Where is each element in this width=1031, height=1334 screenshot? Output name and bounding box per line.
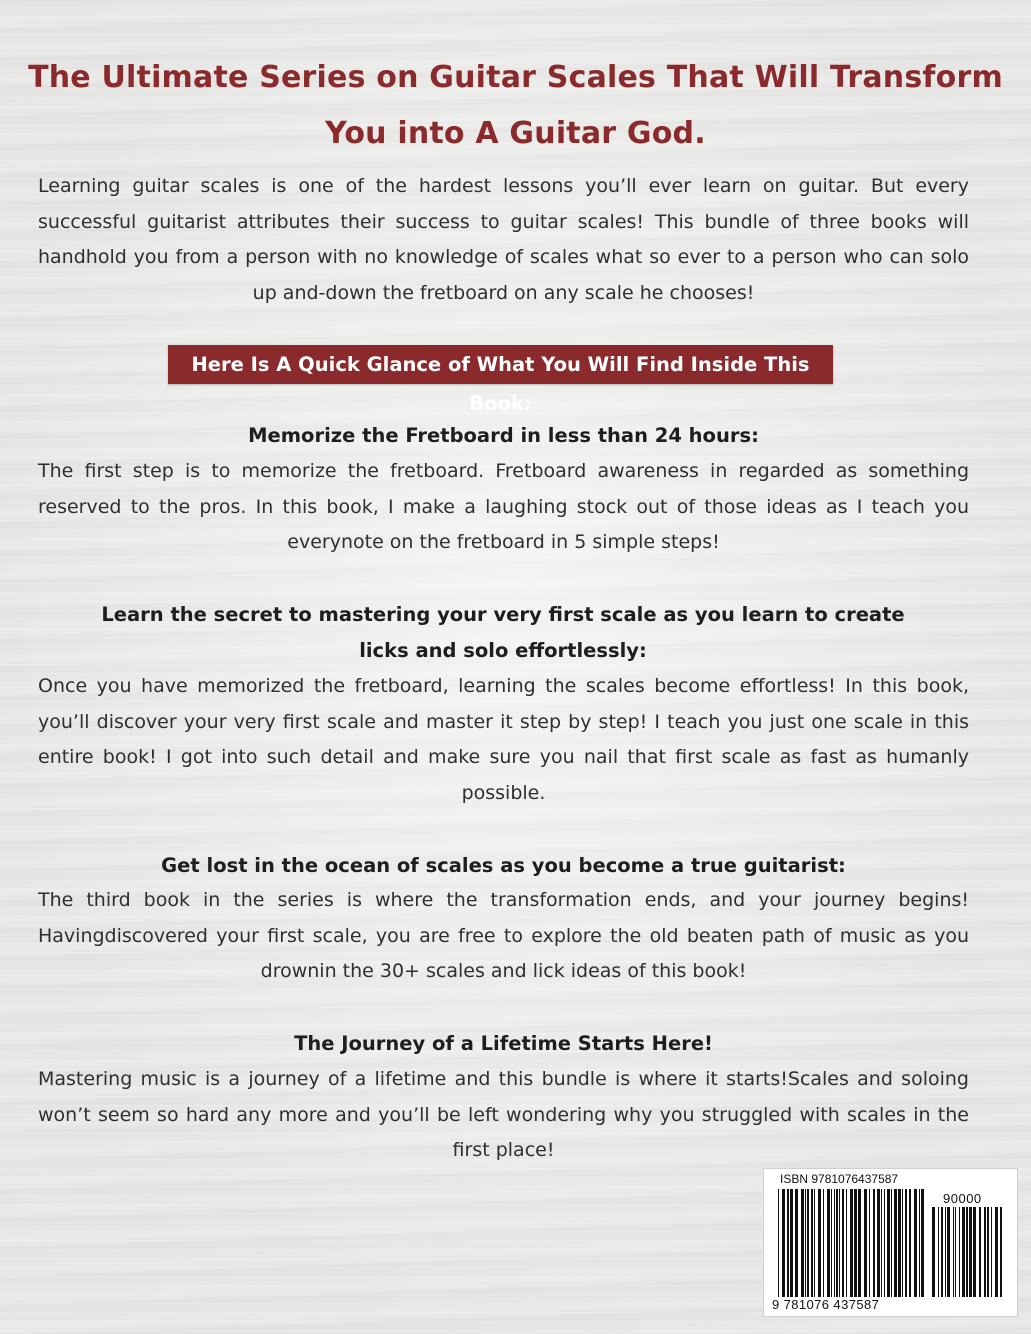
addon-barcode-bars xyxy=(932,1207,1002,1297)
barcode-stripe xyxy=(891,1189,892,1297)
barcode-stripe xyxy=(938,1207,939,1297)
section-heading-fretboard: Memorize the Fretboard in less than 24 hours: xyxy=(248,424,759,447)
isbn-label: ISBN 9781076437587 xyxy=(780,1172,899,1186)
barcode-stripe xyxy=(887,1189,890,1297)
barcode-stripe xyxy=(873,1189,875,1297)
section-body-journey: Mastering music is a journey of a lifetime and this bundle is where it starts!Scales and soloing won’t seem so hard any more and you’ll be left wondering why you struggled with scales in the first place! xyxy=(38,1068,969,1162)
barcode-stripe xyxy=(790,1189,793,1297)
barcode-stripe xyxy=(947,1207,950,1297)
barcode-stripe xyxy=(921,1189,924,1297)
barcode-stripe xyxy=(894,1189,897,1297)
barcode-stripe xyxy=(787,1189,789,1297)
barcode-stripe xyxy=(932,1207,935,1297)
barcode-stripe xyxy=(991,1207,992,1297)
barcode-stripe xyxy=(955,1207,956,1297)
barcode-stripe xyxy=(858,1189,861,1297)
barcode-stripe xyxy=(941,1207,943,1297)
barcode-stripe xyxy=(834,1189,835,1297)
section-heading-first-scale: Learn the secret to mastering your very first scale as you learn to create licks and solo effortlessly: xyxy=(101,603,905,662)
barcode-stripe xyxy=(801,1189,804,1297)
barcode-stripe xyxy=(945,1207,946,1297)
barcode-stripe xyxy=(914,1189,917,1297)
barcode-stripe xyxy=(782,1189,785,1297)
barcode-stripe xyxy=(795,1189,798,1297)
barcode-stripe xyxy=(959,1207,960,1297)
barcode-stripe xyxy=(836,1189,838,1297)
barcode-stripe xyxy=(979,1207,981,1297)
barcode-stripe xyxy=(842,1189,844,1297)
barcode-stripe xyxy=(953,1207,954,1297)
barcode-stripe xyxy=(827,1189,830,1297)
isbn-barcode xyxy=(763,1168,1018,1317)
barcode-stripe xyxy=(831,1189,832,1297)
barcode-stripe xyxy=(818,1189,821,1297)
barcode-stripe xyxy=(864,1189,867,1297)
barcode-stripe xyxy=(869,1189,870,1297)
barcode-stripe xyxy=(881,1189,882,1297)
barcode-stripe xyxy=(973,1207,976,1297)
barcode-stripe xyxy=(807,1189,809,1297)
barcode-stripe xyxy=(898,1189,901,1297)
headline-line-1: The Ultimate Series on Guitar Scales That Will Transform xyxy=(28,60,1003,95)
section-body-ocean-of-scales: The third book in the series is where the transformation ends, and your journey begins! Havingdiscovered your first scale, you are free to explore the old beaten path of music as you drownin the 30+ scales and lick ideas of this book! xyxy=(38,889,969,983)
barcode-stripe xyxy=(966,1207,968,1297)
barcode-stripe xyxy=(1000,1207,1002,1297)
barcode-stripe xyxy=(995,1207,998,1297)
barcode-stripe xyxy=(919,1189,920,1297)
intro-paragraph: Learning guitar scales is one of the hardest lessons you’ll ever learn on guitar. But every successful guitarist attributes their success to guitar scales! This bundle of three books will handhold you from a person with no knowledge of scales what so ever to a person who can solo up and-down the fretboard on any scale he chooses! xyxy=(38,175,969,305)
barcode-stripe xyxy=(846,1189,847,1297)
headline-line-2: You into A Guitar God. xyxy=(325,116,706,151)
barcode-stripe xyxy=(962,1207,965,1297)
barcode-stripe xyxy=(902,1189,903,1297)
section-heading-ocean-of-scales: Get lost in the ocean of scales as you become a true guitarist: xyxy=(161,854,846,877)
ean-barcode-bars xyxy=(778,1189,924,1297)
barcode-stripe xyxy=(823,1189,824,1297)
barcode-stripe xyxy=(987,1207,989,1297)
barcode-stripe xyxy=(877,1189,880,1297)
inside-book-banner: Here Is A Quick Glance of What You Will Find Inside This Book: xyxy=(168,345,833,384)
isbn-digits-main: 9 781076 437587 xyxy=(772,1297,880,1312)
section-body-first-scale: Once you have memorized the fretboard, learning the scales become effortless! In this book, you’ll discover your very first scale and master it step by step! I teach you just one scale in this entire book! I got into such detail and make sure you nail that first scale as fast as humanly possible. xyxy=(38,675,969,805)
barcode-stripe xyxy=(850,1189,853,1297)
price-code-label: 90000 xyxy=(943,1191,982,1206)
barcode-stripe xyxy=(805,1189,806,1297)
barcode-stripe xyxy=(905,1189,907,1297)
section-body-fretboard: The first step is to memorize the fretboard. Fretboard awareness in regarded as something reserved to the pros. In this book, I make a laughing stock out of those ideas as I teach you everynote on the fretboard in 5 simple steps! xyxy=(38,460,969,554)
barcode-stripe xyxy=(814,1189,815,1297)
barcode-stripe xyxy=(778,1189,779,1297)
barcode-stripe xyxy=(854,1189,857,1297)
barcode-stripe xyxy=(884,1189,885,1297)
barcode-stripe xyxy=(811,1189,813,1297)
section-heading-journey: The Journey of a Lifetime Starts Here! xyxy=(294,1032,713,1055)
barcode-stripe xyxy=(839,1189,840,1297)
barcode-stripe xyxy=(969,1207,972,1297)
barcode-stripe xyxy=(984,1207,986,1297)
barcode-stripe xyxy=(909,1189,911,1297)
